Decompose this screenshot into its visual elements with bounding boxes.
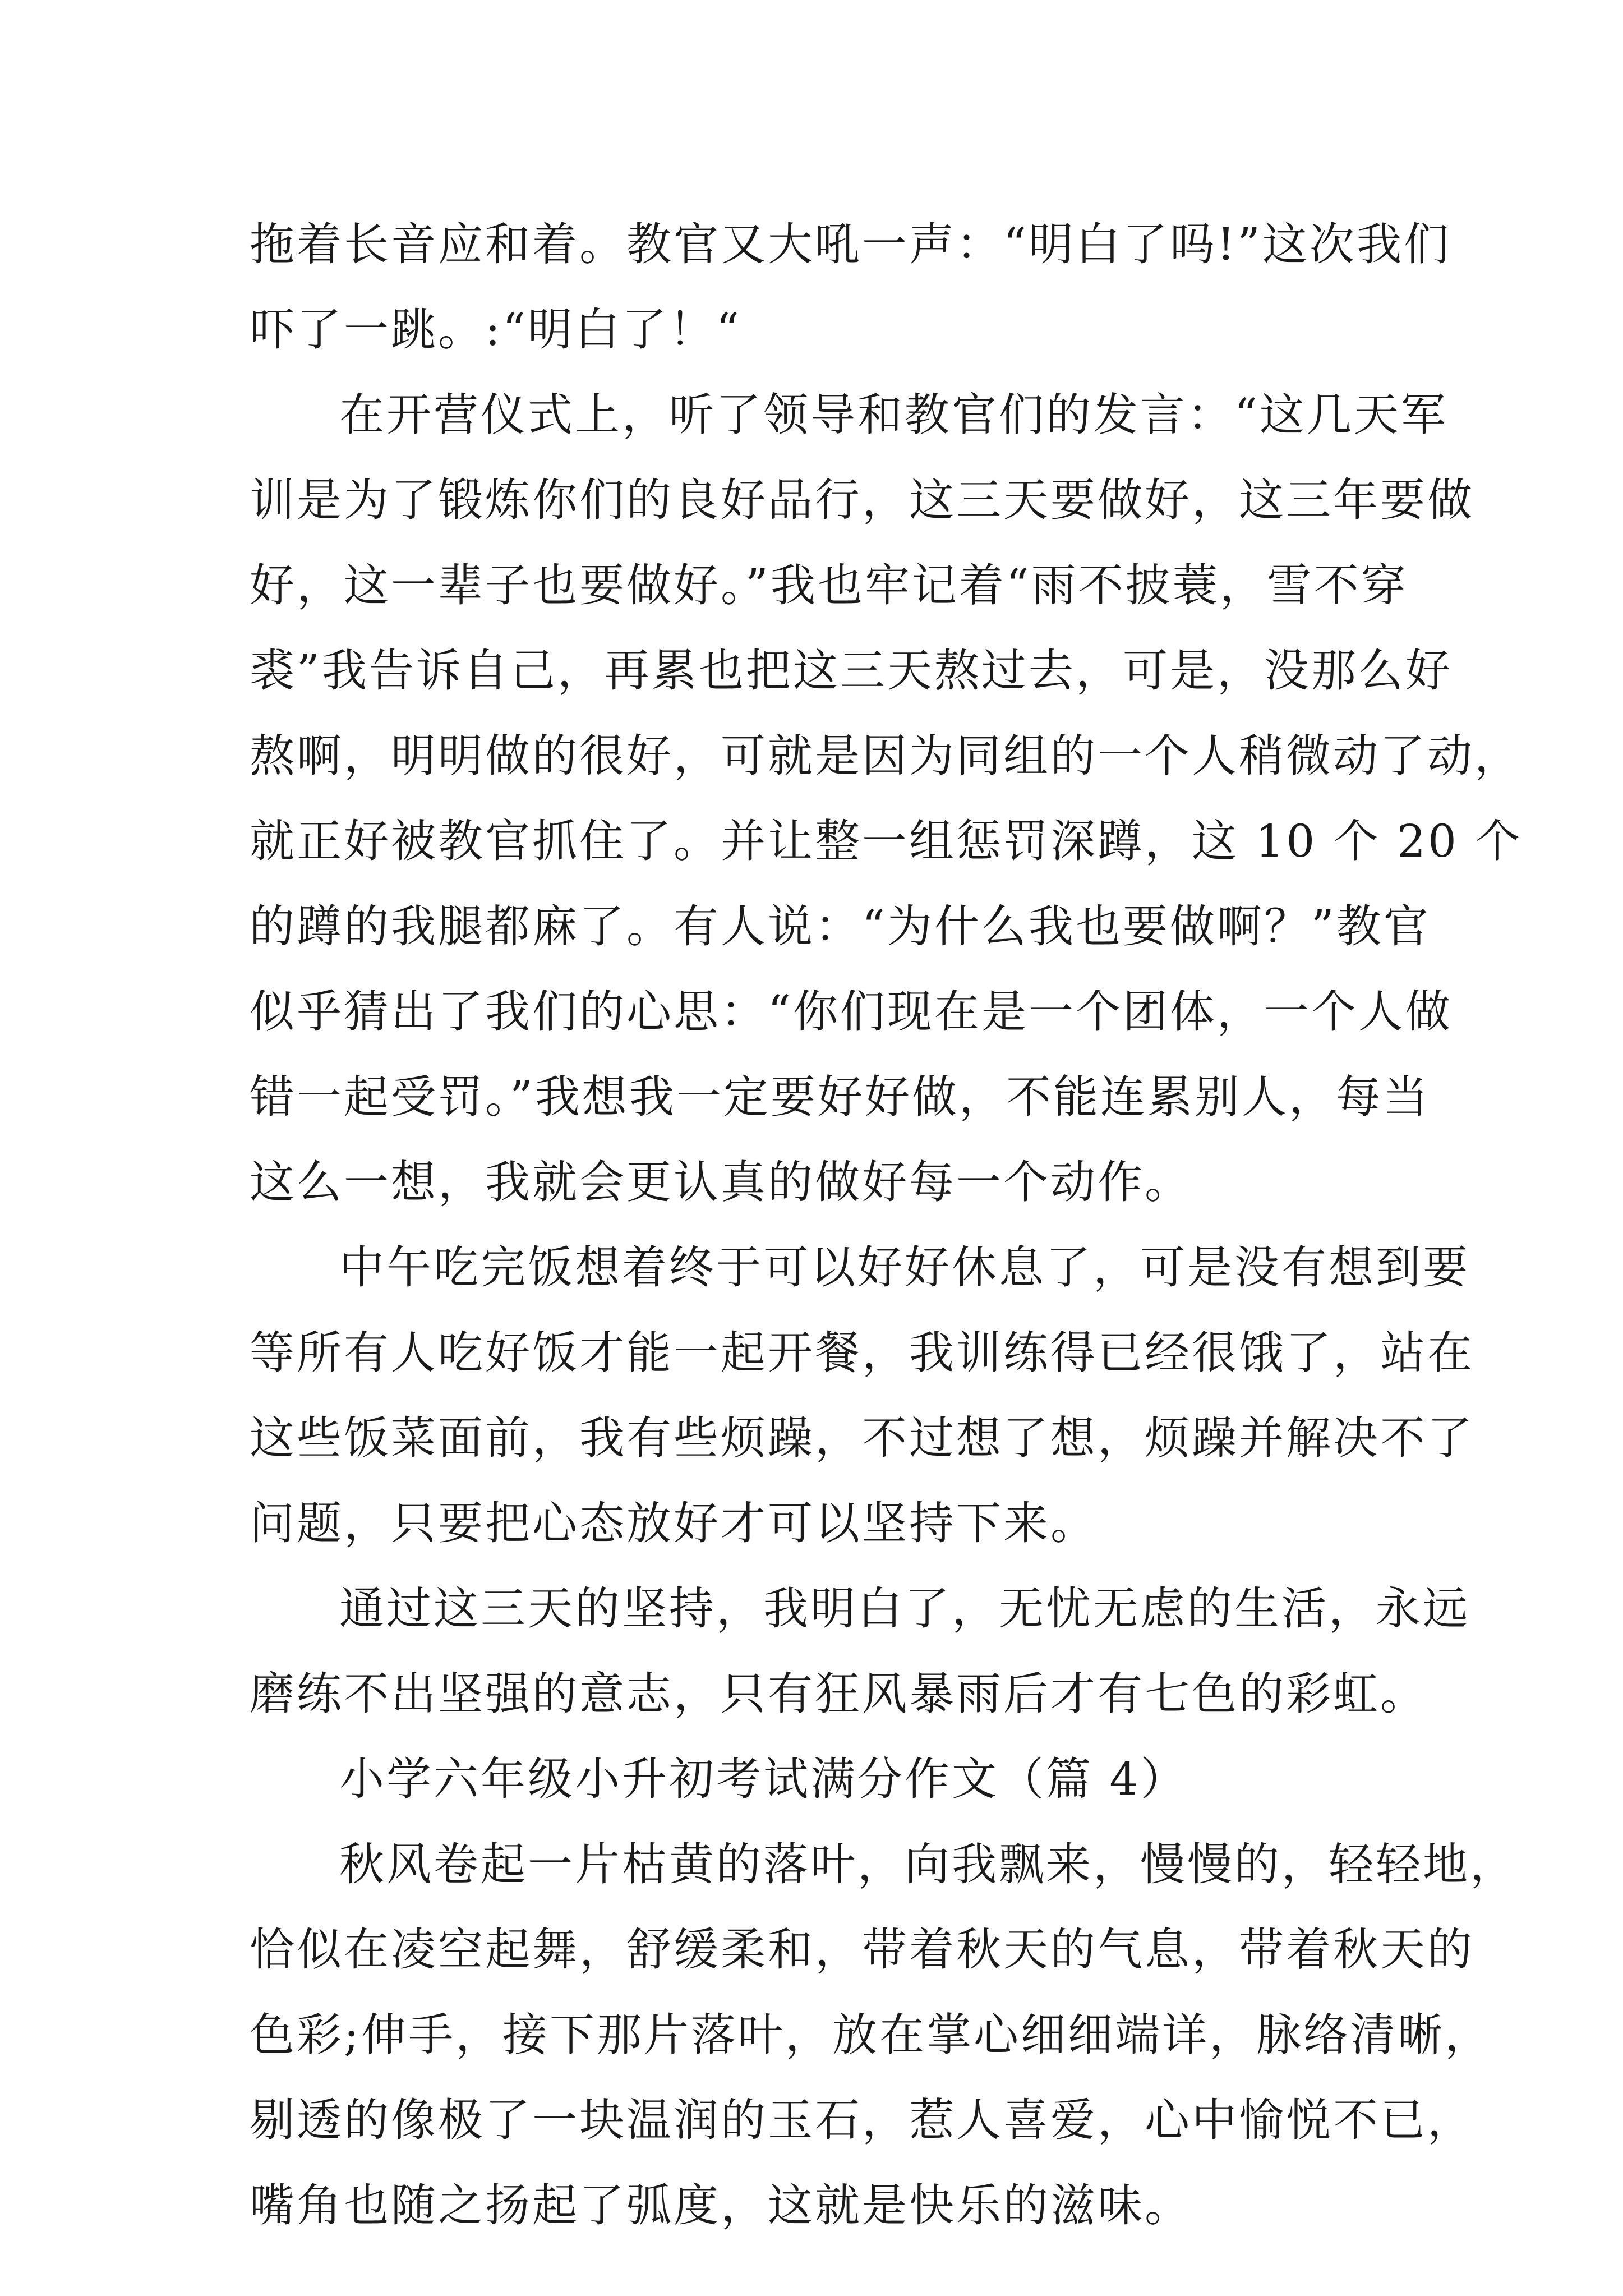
text-line-7: 熬啊，明明做的很好，可就是因为同组的一个人稍微动了动，: [250, 730, 1521, 782]
text-line-4: 训是为了锻炼你们的良好品行，这三天要做好，这三年要做: [250, 474, 1474, 526]
text-line-16: 问题，只要把心态放好才可以坚持下来。: [250, 1497, 1098, 1549]
text-line-3: 在开营仪式上，听了领导和教官们的发言：“这几天军: [339, 389, 1448, 441]
text-line-17: 通过这三天的坚持，我明白了，无忧无虑的生活，永远: [339, 1582, 1470, 1635]
text-line-18: 磨练不出坚强的意志，只有狂风暴雨后才有七色的彩虹。: [250, 1668, 1427, 1720]
text-line-22: 色彩;伸手，接下那片落叶，放在掌心细细端详，脉络清晰，: [250, 2009, 1492, 2061]
text-line-2: 吓了一跳。:“明白了！“: [250, 303, 741, 356]
text-line-15: 这些饭菜面前，我有些烦躁，不过想了想，烦躁并解决不了: [250, 1412, 1474, 1464]
text-line-1: 拖着长音应和着。教官又大吼一声：“明白了吗!”这次我们: [250, 218, 1451, 270]
article-body: [250, 202, 1523, 2248]
text-line-10: 似乎猜出了我们的心思：“你们现在是一个团体，一个人做: [250, 986, 1453, 1038]
text-line-14: 等所有人吃好饭才能一起开餐，我训练得已经很饿了，站在: [250, 1327, 1474, 1379]
text-line-5: 好，这一辈子也要做好。”我也牢记着“雨不披蓑，雪不穿: [250, 559, 1408, 611]
text-line-12: 这么一想，我就会更认真的做好每一个动作。: [250, 1156, 1192, 1208]
text-line-21: 恰似在凌空起舞，舒缓柔和，带着秋天的气息，带着秋天的: [250, 1924, 1474, 1976]
text-line-6: 裘”我告诉自己，再累也把这三天熬过去，可是，没那么好: [250, 645, 1453, 697]
text-line-24: 嘴角也随之扬起了弧度，这就是快乐的滋味。: [250, 2179, 1192, 2231]
text-line-23: 剔透的像极了一块温润的玉石，惹人喜爱，心中愉悦不已，: [250, 2094, 1474, 2146]
text-line-20: 秋风卷起一片枯黄的落叶，向我飘来，慢慢的，轻轻地，: [339, 1838, 1517, 1890]
section-heading: 小学六年级小升初考试满分作文（篇 4）: [339, 1753, 1188, 1805]
text-line-8: 就正好被教官抓住了。并让整一组惩罚深蹲，这 10 个 20 个: [250, 815, 1523, 867]
text-line-13: 中午吃完饭想着终于可以好好休息了，可是没有想到要: [339, 1241, 1470, 1294]
text-line-11: 错一起受罚。”我想我一定要好好做，不能连累别人，每当: [250, 1071, 1430, 1123]
text-line-9: 的蹲的我腿都麻了。有人说：“为什么我也要做啊？”教官: [250, 900, 1431, 953]
